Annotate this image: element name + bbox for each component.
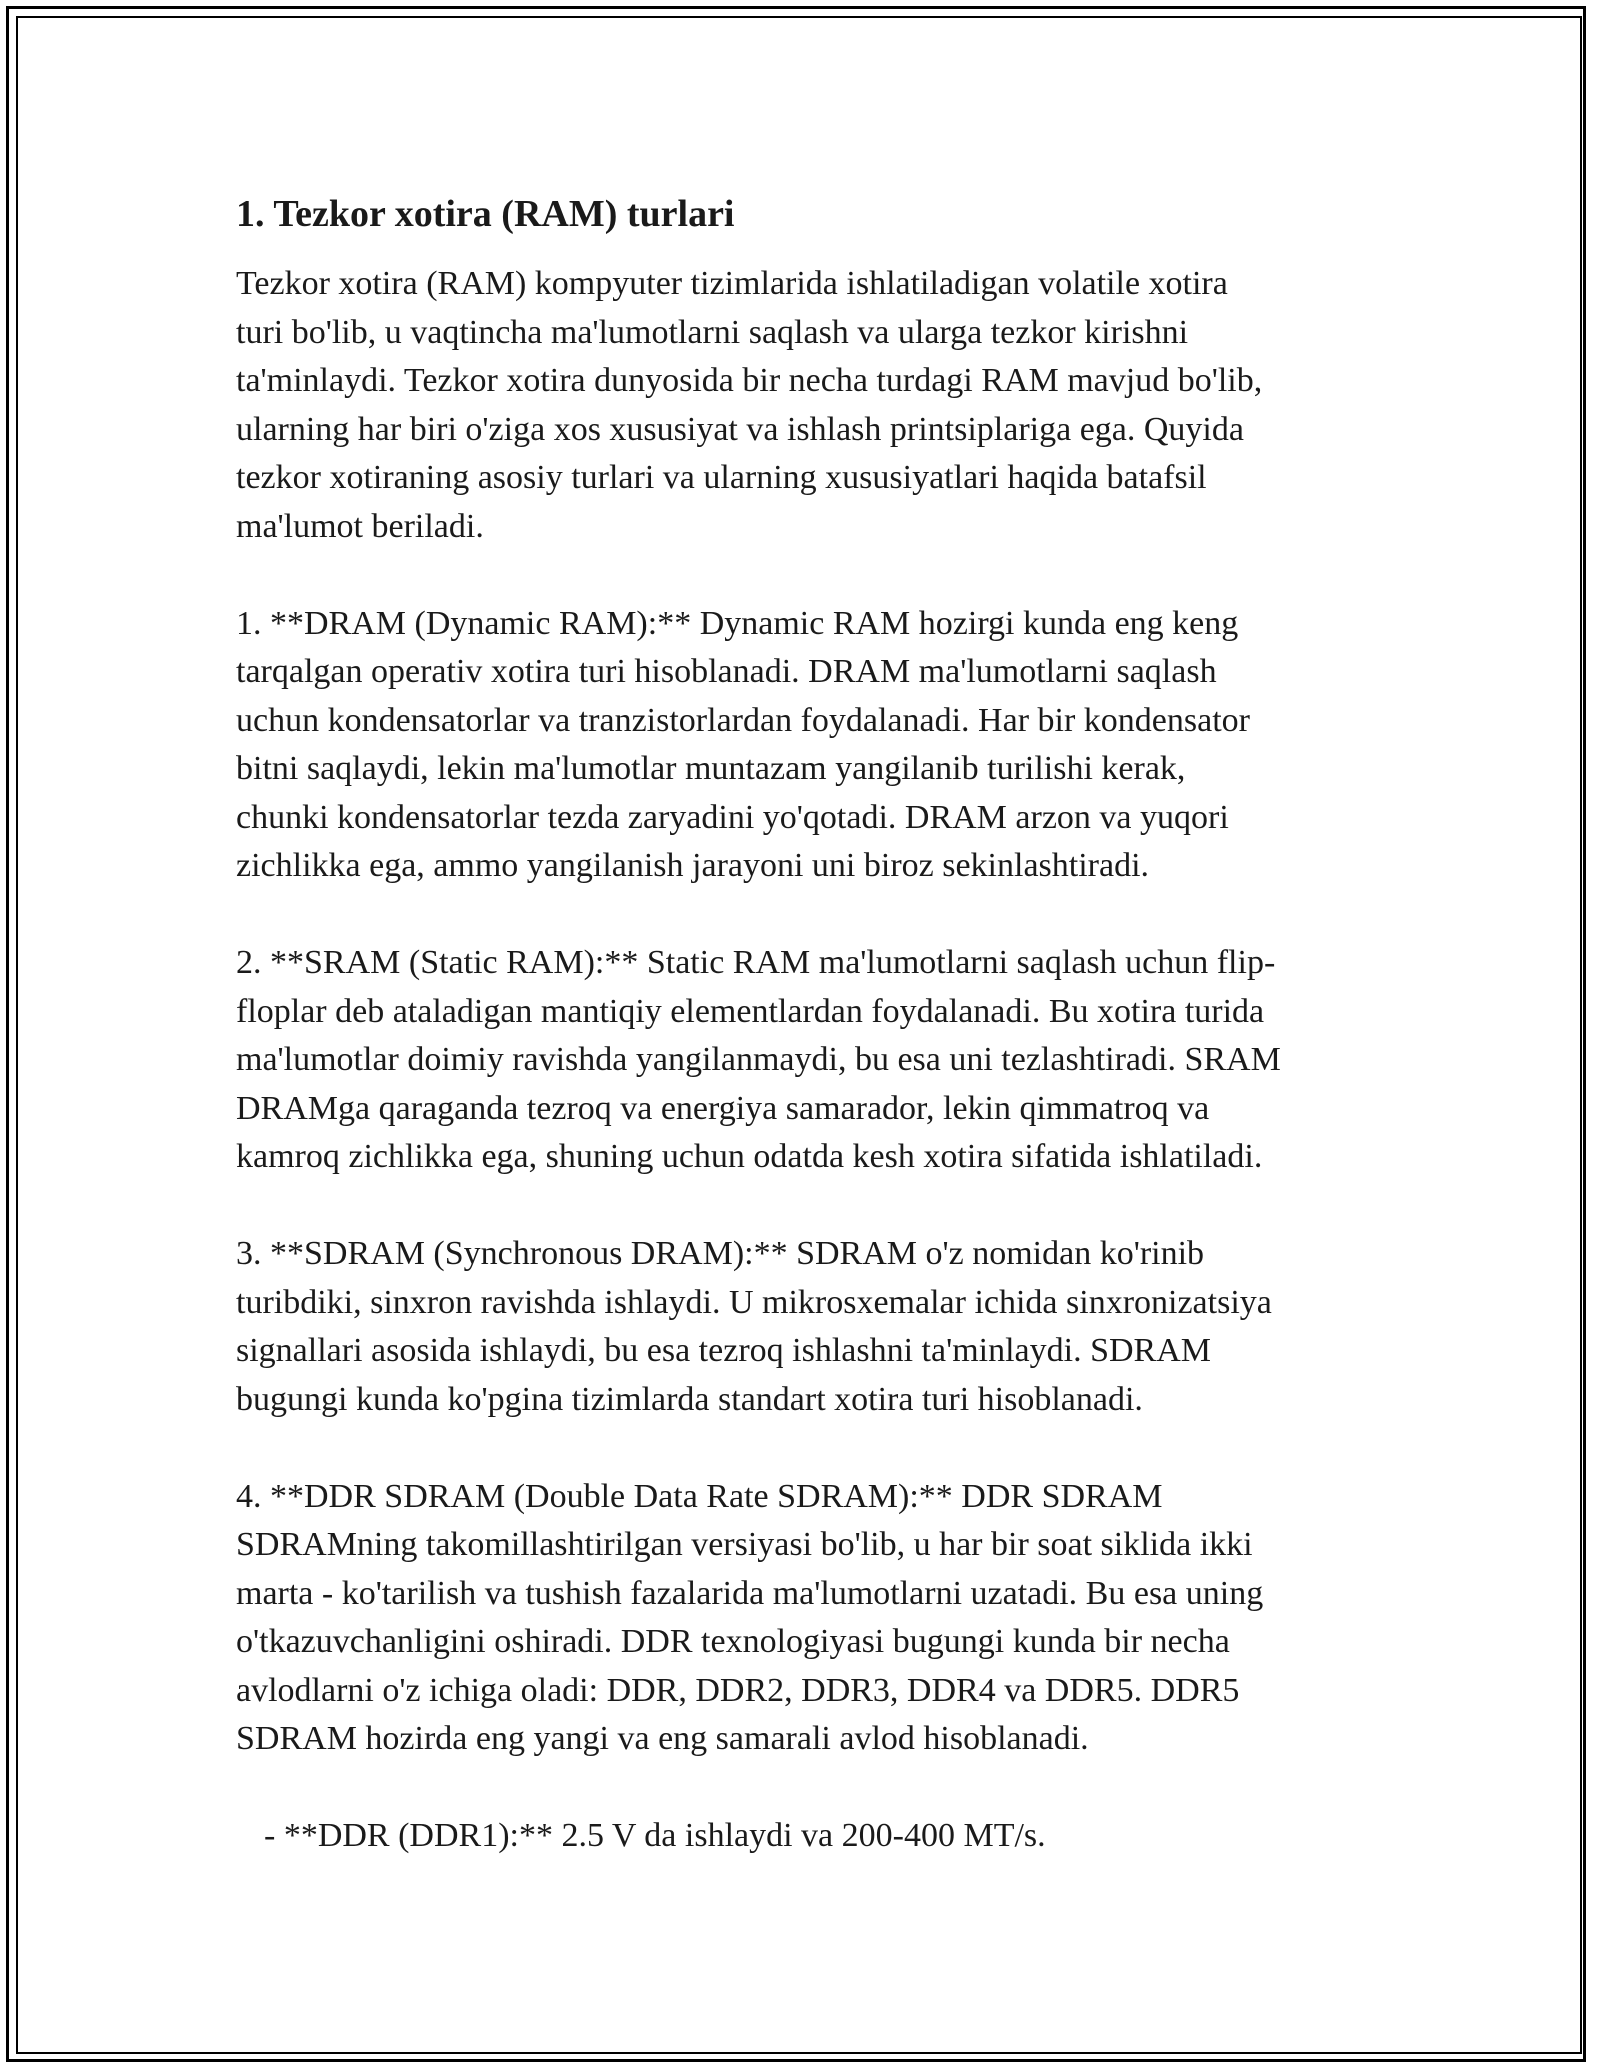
document-body xyxy=(236,188,1376,1861)
ddr-sdram-paragraph: 4. **DDR SDRAM (Double Data Rate SDRAM):** DDR SDRAM SDRAMning takomillashtirilgan versiyasi bo'lib, u har bir soat siklida ikki marta - ko'tarilish va tushish fazalarida ma'lumotlarni uzatadi. Bu esa uning o'tkazuvchanligini oshiradi. DDR texnologiyasi bugungi kunda bir necha avlodlarni o'z ichiga oladi: DDR, DDR2, DDR3, DDR4 va DDR5. DDR5 SDRAM hozirda eng yangi va eng samarali avlod hisoblanadi. xyxy=(236,1477,1264,1757)
section-heading: 1. Tezkor xotira (RAM) turlari xyxy=(236,193,735,235)
dram-paragraph: 1. **DRAM (Dynamic RAM):** Dynamic RAM hozirgi kunda eng keng tarqalgan operativ xotira turi hisoblanadi. DRAM ma'lumotlarni saqlash uchun kondensatorlar va tranzistorlardan foydalanadi. Har bir kondensator bitni saqlaydi, lekin ma'lumotlar muntazam yangilanib turilishi kerak, chunki kondensatorlar tezda zaryadini yo'qotadi. DRAM arzon va yuqori zichlikka ega, ammo yangilanish jarayoni uni biroz sekinlashtiradi. xyxy=(236,604,1250,884)
intro-paragraph: Tezkor xotira (RAM) kompyuter tizimlarida ishlatiladigan volatile xotira turi bo'lib, u vaqtincha ma'lumotlarni saqlash va ularga tezkor kirishni ta'minlaydi. Tezkor xotira dunyosida bir necha turdagi RAM mavjud bo'lib, ularning har biri o'ziga xos xususiyat va ishlash printsiplariga ega. Quyida tezkor xotiraning asosiy turlari va ularning xususiyatlari haqida batafsil ma'lumot beriladi. xyxy=(236,265,1263,545)
sram-paragraph: 2. **SRAM (Static RAM):** Static RAM ma'lumotlarni saqlash uchun flip- floplar deb ataladigan mantiqiy elementlardan foydalanadi. Bu xotira turida ma'lumotlar doimiy ravishda yangilanmaydi, bu esa uni tezlashtiradi. SRAM DRAMga qaraganda tezroq va energiya samarador, lekin qimmatroq va kamroq zichlikka ega, shuning uchun odatda kesh xotira sifatida ishlatiladi. xyxy=(236,944,1281,1175)
sdram-paragraph: 3. **SDRAM (Synchronous DRAM):** SDRAM o'z nomidan ko'rinib turibdiki, sinxron ravishda ishlaydi. U mikrosxemalar ichida sinxronizatsiya signallari asosida ishlaydi, bu esa tezroq ishlashni ta'minlaydi. SDRAM bugungi kunda ko'pgina tizimlarda standart xotira turi hisoblanadi. xyxy=(236,1235,1272,1418)
ddr1-bullet-item: - **DDR (DDR1):** 2.5 V da ishlaydi va 200-400 MT/s. xyxy=(264,1817,1046,1854)
